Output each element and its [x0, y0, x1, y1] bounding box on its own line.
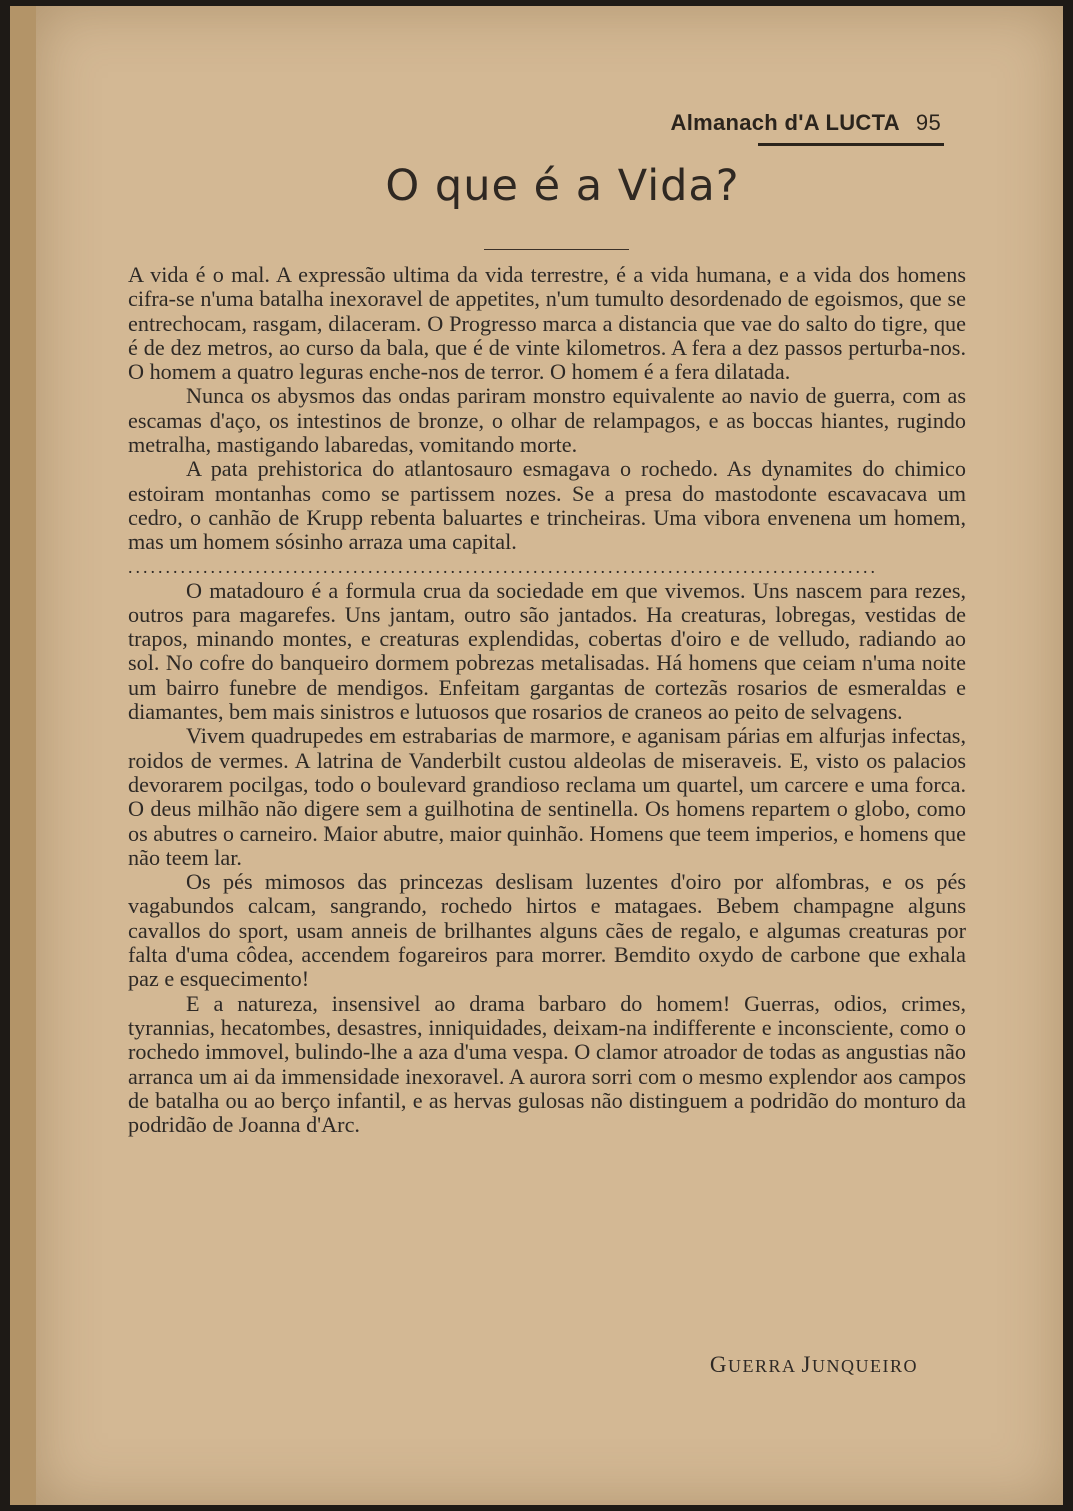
header-rule	[758, 143, 944, 146]
header-title: Almanach d'A LUCTA	[670, 110, 900, 135]
paragraph: Nunca os abysmos das ondas pariram monstro equivalente ao navio de guerra, com as escamas d'aço, os intestinos de bronze, o olhar de relampagos, e as boccas hiantes, rugindo metralha, mastigando labaredas, vomitando morte.	[128, 383, 966, 458]
author-initial: J	[801, 1352, 812, 1377]
article-body	[128, 263, 966, 1137]
page	[10, 6, 1063, 1505]
author-name-part: UNQUEIRO	[812, 1356, 918, 1376]
author-signature	[710, 1352, 918, 1378]
article-title: O que é a Vida?	[385, 161, 740, 211]
dotted-separator: ....................................................................................................	[128, 557, 878, 576]
paragraph: A pata prehistorica do atlantosauro esmagava o rochedo. As dynamites do chimico estoiram montanhas como se partissem nozes. Se a presa do mastodonte escavacava um cedro, o canhão de Krupp rebenta baluartes e trincheiras. Uma vibora envenena um homem, mas um homem sósinho arraza uma capital.	[128, 456, 966, 555]
paragraph: Os pés mimosos das princezas deslisam luzentes d'oiro por alfombras, e os pés vagabundos calcam, sangrando, rochedo hirtos e matagaes. Bebem champagne alguns cavallos do sport, usam anneis de brilhantes alguns cães de regalo, e algumas creaturas por falta d'uma côdea, accendem fogareiros para morrer. Bemdito oxydo de carbone que exhala paz e esquecimento!	[128, 869, 966, 992]
paragraph: O matadouro é a formula crua da sociedade em que vivemos. Uns nascem para rezes, outros para magarefes. Uns jantam, outro são jantados. Ha creaturas, lobregas, vestidas de trapos, minando montes, e creaturas explendidas, cobertas d'oiro e de velludo, radiando ao sol. No cofre do banqueiro dormem pobrezas metalisadas. Há homens que ceiam n'uma noite um bairro funebre de mendigos. Enfeitam gargantas de cortezãs rosarios de esmeraldas e diamantes, bem mais sinistros e lutuosos que rosarios de craneos ao peito de selvagens.	[128, 577, 966, 725]
paragraph: E a natureza, insensivel ao drama barbaro do homem! Guerras, odios, crimes, tyrannias, hecatombes, desastres, inniquidades, deixam-na indifferente e inconsciente, como o rochedo immovel, bulindo-lhe a aza d'uma vespa. O clamor atroador de todas as angustias não arranca um ai da immensidade inexoravel. A aurora sorri com o mesmo explendor aos campos de batalha ou ao berço infantil, e as hervas gulosas não distinguem a podridão do monturo da podridão de Joanna d'Arc.	[128, 990, 966, 1138]
author-initial: G	[709, 1352, 729, 1377]
paragraph: Vivem quadrupedes em estrabarias de marmore, e aganisam párias em alfurjas infectas, roidos de vermes. A latrina de Vanderbilt custou aldeolas de miseraveis. E, visto os palacios devorarem pocilgas, todo o boulevard grandioso reclama um quartel, um carcere e uma forca. O deus milhão não digere sem a guilhotina de sentinella. Os homens repartem o globo, como os abutres o carneiro. Maior abutre, maior quinhão. Homens que teem imperios, e homens que não teem lar.	[128, 723, 966, 870]
page-number: 95	[915, 110, 941, 135]
author-name-part: UERRA	[728, 1356, 802, 1376]
paragraph: A vida é o mal. A expressão ultima da vida terrestre, é a vida humana, e a vida dos homens cifra-se n'uma batalha inexoravel de appetites, n'um tumulto desordenado de egoismos, que se entrechocam, rasgam, dilaceram. O Progresso marca a distancia que vae do salto do tigre, que é de dez metros, ao curso da bala, que é de vinte kilometros. A fera a dez passos perturba-nos. O homem a quatro leguras enche-nos de terror. O homem é a fera dilatada.	[128, 262, 966, 385]
title-rule	[484, 249, 629, 250]
running-header	[671, 110, 942, 136]
